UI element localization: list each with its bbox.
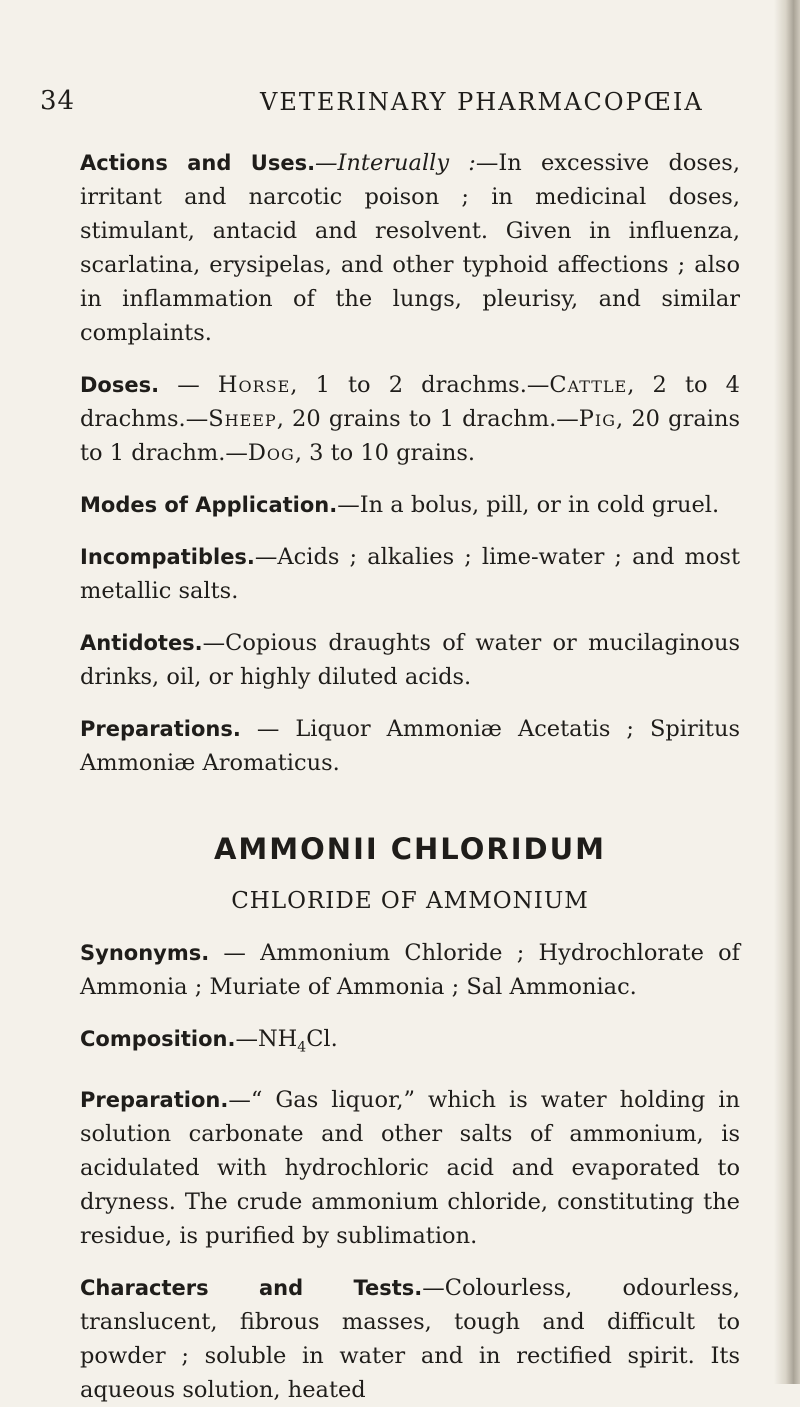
synonyms-label: Synonyms. [80,941,210,965]
doses-paragraph: Doses. — Horse, 1 to 2 drachms.—Cattle, 2 to 4 drachms.—Sheep, 20 grains to 1 drachm.—Pig, 20 grains to 1 drachm.—Dog, 3 to 10 grains. [80,372,740,466]
actions-text: —In excessive doses, irritant and narcotic poison ; in medicinal doses, stimulant, antacid and resolvent. Given in influenza, scarlatina, erysipelas, and other typhoid affections ; also in inflammation of the lungs, pleurisy, and similar complaints. [80,150,740,346]
composition-prefix: —NH [235,1026,298,1052]
preparations-paragraph [80,712,740,780]
incompatibles-paragraph [80,540,740,608]
antidotes-label: Antidotes. [80,631,203,655]
preparation-text: —“ Gas liquor,” which is water holding in solution carbonate and other salts of ammonium, is acidulated with hydrochloric acid and evaporated to dryness. The crude ammonium chloride, constituting the residue, is purified by sublimation. [80,1086,740,1249]
page-number: 34 [40,86,76,116]
composition-suffix: Cl. [306,1026,338,1052]
actions-label: Actions and Uses. [80,151,316,175]
section-title: AMMONII CHLORIDUM [213,832,606,866]
characters-paragraph [80,1271,740,1407]
modes-text: —In a bolus, pill, or in cold gruel. [337,492,720,518]
incompatibles-label: Incompatibles. [80,545,255,569]
composition-paragraph [80,1022,740,1065]
actions-paragraph [80,146,740,350]
synonyms-text: — Ammonium Chloride ; Hydrochlorate of Ammonia ; Muriate of Ammonia ; Sal Ammoniac. [80,940,740,1000]
dose-amount-dog: , 3 to 10 grains. [294,440,476,466]
incompatibles-text: —Acids ; alkalies ; lime-water ; and most metallic salts. [80,544,740,604]
preparation-paragraph [80,1083,740,1253]
composition-label: Composition. [80,1027,236,1051]
dose-amount-sheep: , 20 grains to 1 drachm. [276,406,557,432]
modes-paragraph [80,488,740,522]
page-header [40,86,740,126]
actions-italic: —Interually : [315,150,476,176]
composition-subscript: 4 [297,1039,307,1056]
modes-label: Modes of Application. [80,493,338,517]
page-edge-shadow [774,0,800,1384]
dose-animal-cattle: Cattle [549,372,628,398]
dose-amount-horse: , 1 to 2 drachms. [290,372,527,398]
antidotes-paragraph [80,626,740,694]
running-title: VETERINARY PHARMACOPŒIA [260,88,704,116]
section-subtitle: CHLORIDE OF AMMONIUM [231,888,589,914]
preparations-label: Preparations. [80,717,241,741]
dose-amount-pig: , 20 grains to 1 drachm. [80,406,740,466]
dose-animal-sheep: Sheep [208,406,277,432]
page-content [80,146,740,1407]
preparations-text: — Liquor Ammoniæ Acetatis ; Spiritus Ammoniæ Aromaticus. [80,716,740,776]
doses-label: Doses. [80,373,160,397]
characters-text: —Colourless, odourless, translucent, fibrous masses, tough and difficult to powder ; soluble in water and in rectified spirit. Its aqueous solution, heated [80,1274,740,1403]
antidotes-text: —Copious draughts of water or mucilaginous drinks, oil, or highly diluted acids. [80,630,740,690]
preparation-label: Preparation. [80,1087,229,1112]
dose-animal-pig: Pig [578,406,617,432]
dose-amount-cattle: , 2 to 4 drachms. [80,372,740,432]
dose-animal-horse: Horse [217,372,291,398]
dose-animal-dog: Dog [247,440,295,466]
synonyms-paragraph [80,936,740,1004]
characters-label: Characters and Tests. [80,1275,423,1300]
